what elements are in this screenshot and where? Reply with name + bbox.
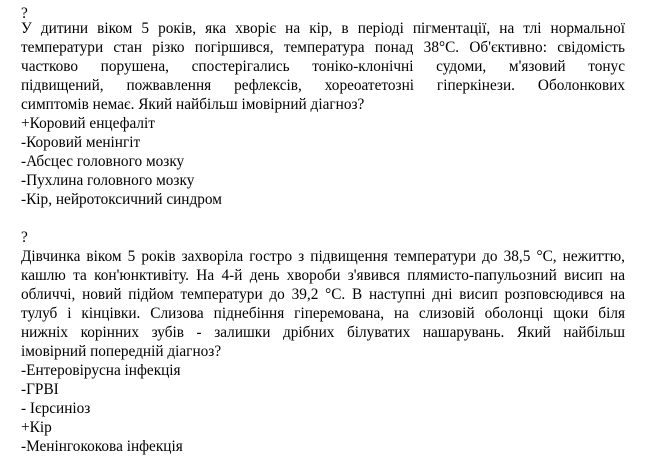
answer-option-correct: +Кір	[21, 419, 52, 436]
question-line: У дитини віком 5 років, яка хворіє на кір, в періоді пігментації, на тлі нормальної	[21, 20, 625, 37]
question-marker: ?	[21, 5, 28, 22]
question-block-1	[21, 0, 625, 209]
question-line: нижніх корінних зубів - залишки дрібних білуватих нашарувань. Який найбільш	[21, 324, 625, 341]
answer-option-correct: +Коровий енцефаліт	[21, 115, 155, 132]
question-line: тулуб і кінцівки. Слизова піднебіння гіперемована, на слизовій оболонці щоки біля	[21, 305, 625, 322]
question-marker: ?	[21, 229, 28, 246]
question-line: кашлю та кон'юнктивіту. На 4-й день хвороби з'явився плямисто-папульозний висип на	[21, 267, 625, 284]
blank-line	[21, 209, 625, 228]
answer-option: -Абсцес головного мозку	[21, 153, 185, 170]
answer-option: -ГРВІ	[21, 381, 59, 398]
question-line: імовірний попередній діагноз?	[21, 343, 222, 360]
answer-option: -Ентеровірусна інфекція	[21, 362, 181, 379]
question-line: підвищений, пожвавлення рефлексів, хореоатетозні гіперкінези. Оболонкових	[21, 77, 625, 94]
question-block-2	[21, 228, 625, 456]
answer-option: -Кір, нейротоксичний синдром	[21, 191, 222, 208]
document-body	[21, 0, 625, 456]
question-line: обличчі, новий підйом температури до 39,2 °С. В наступні дні висип розповсюдився на	[21, 286, 625, 303]
answer-list	[21, 361, 625, 456]
answer-option: -Коровий менінгіт	[21, 134, 141, 151]
question-line: симптомів немає. Який найбільш імовірний діагноз?	[21, 96, 365, 113]
answer-option: -Менінгококова інфекція	[21, 438, 183, 455]
question-text	[21, 19, 625, 114]
question-line: температури стан різко погіршився, температура понад 38°С. Об'єктивно: свідомість	[21, 39, 625, 56]
answer-option: - Ієрсиніоз	[21, 400, 91, 417]
answer-option: -Пухлина головного мозку	[21, 172, 195, 189]
question-line: частково порушена, спостерігались тоніко-клонічні судоми, м'язовий тонус	[21, 58, 625, 75]
question-text	[21, 247, 625, 361]
question-line: Дівчинка віком 5 років захворіла гостро з підвищення температури до 38,5 °С, нежиттю,	[21, 248, 625, 265]
answer-list	[21, 114, 625, 209]
